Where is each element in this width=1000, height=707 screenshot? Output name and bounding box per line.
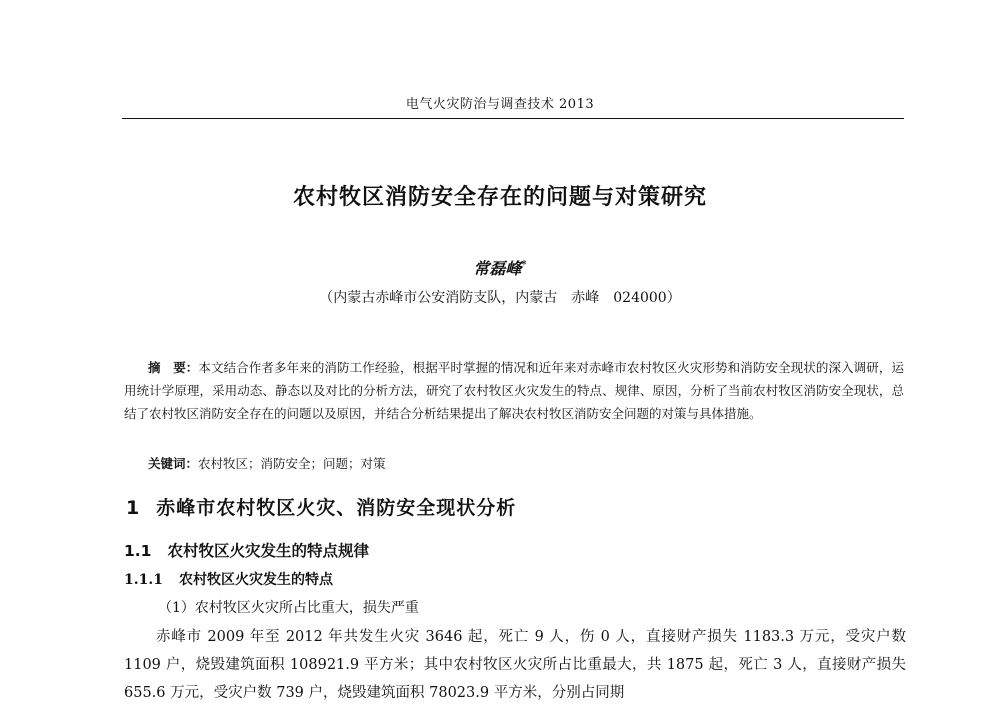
section-title: 赤峰市农村牧区火灾、消防安全现状分析 <box>156 497 517 519</box>
body-paragraph: 赤峰市 2009 年至 2012 年共发生火灾 3646 起，死亡 9 人，伤 0 人，直接财产损失 1183.3 万元，受灾户数 1109 户，烧毁建筑面积 108921.9 平方米；其中农村牧区火灾所占比重最大，共 1875 起，死亡 3 人，直接财产损失 655.6 万元，受灾户数 739 户，烧毁建筑面积 78023.9 平方米，分别占同期 <box>124 629 906 701</box>
keywords-label: 关键词： <box>148 456 199 471</box>
section-heading-1 <box>126 493 516 520</box>
section-title: 农村牧区火灾发生的特点 <box>178 572 333 588</box>
section-number: 1.1 <box>124 542 152 560</box>
keywords-text: 农村牧区；消防安全；问题；对策 <box>198 456 386 471</box>
section-heading-1-1-1 <box>124 569 333 589</box>
section-number: 1 <box>126 497 141 519</box>
section-title: 农村牧区火灾发生的特点规律 <box>167 542 369 560</box>
keywords <box>148 454 908 472</box>
abstract-label: 摘 要： <box>148 360 199 375</box>
abstract <box>124 356 904 425</box>
author-footnote-mark: * <box>521 259 527 271</box>
header-rule <box>122 118 904 119</box>
author <box>0 256 1000 279</box>
section-number: 1.1.1 <box>124 572 163 588</box>
abstract-text: 本文结合作者多年来的消防工作经验，根据平时掌握的情况和近年来对赤峰市农村牧区火灾形势和消防安全现状的深入调研，运用统计学原理，采用动态、静态以及对比的分析方法，研究了农村牧区火灾发生的特点、规律、原因，分析了当前农村牧区消防安全现状，总结了农村牧区消防安全存在的问题以及原因，并结合分析结果提出了解决农村牧区消防安全问题的对策与具体措施。 <box>124 360 904 421</box>
author-name: 常磊峰 <box>473 259 522 278</box>
section-heading-1-1 <box>124 539 369 561</box>
running-head: 电气火灾防治与调查技术 2013 <box>405 97 595 112</box>
paper-title: 农村牧区消防安全存在的问题与对策研究 <box>292 185 707 210</box>
subheading: （1）农村牧区火灾所占比重大，损失严重 <box>158 600 419 616</box>
affiliation: （内蒙古赤峰市公安消防支队，内蒙古 赤峰 024000） <box>319 290 681 306</box>
